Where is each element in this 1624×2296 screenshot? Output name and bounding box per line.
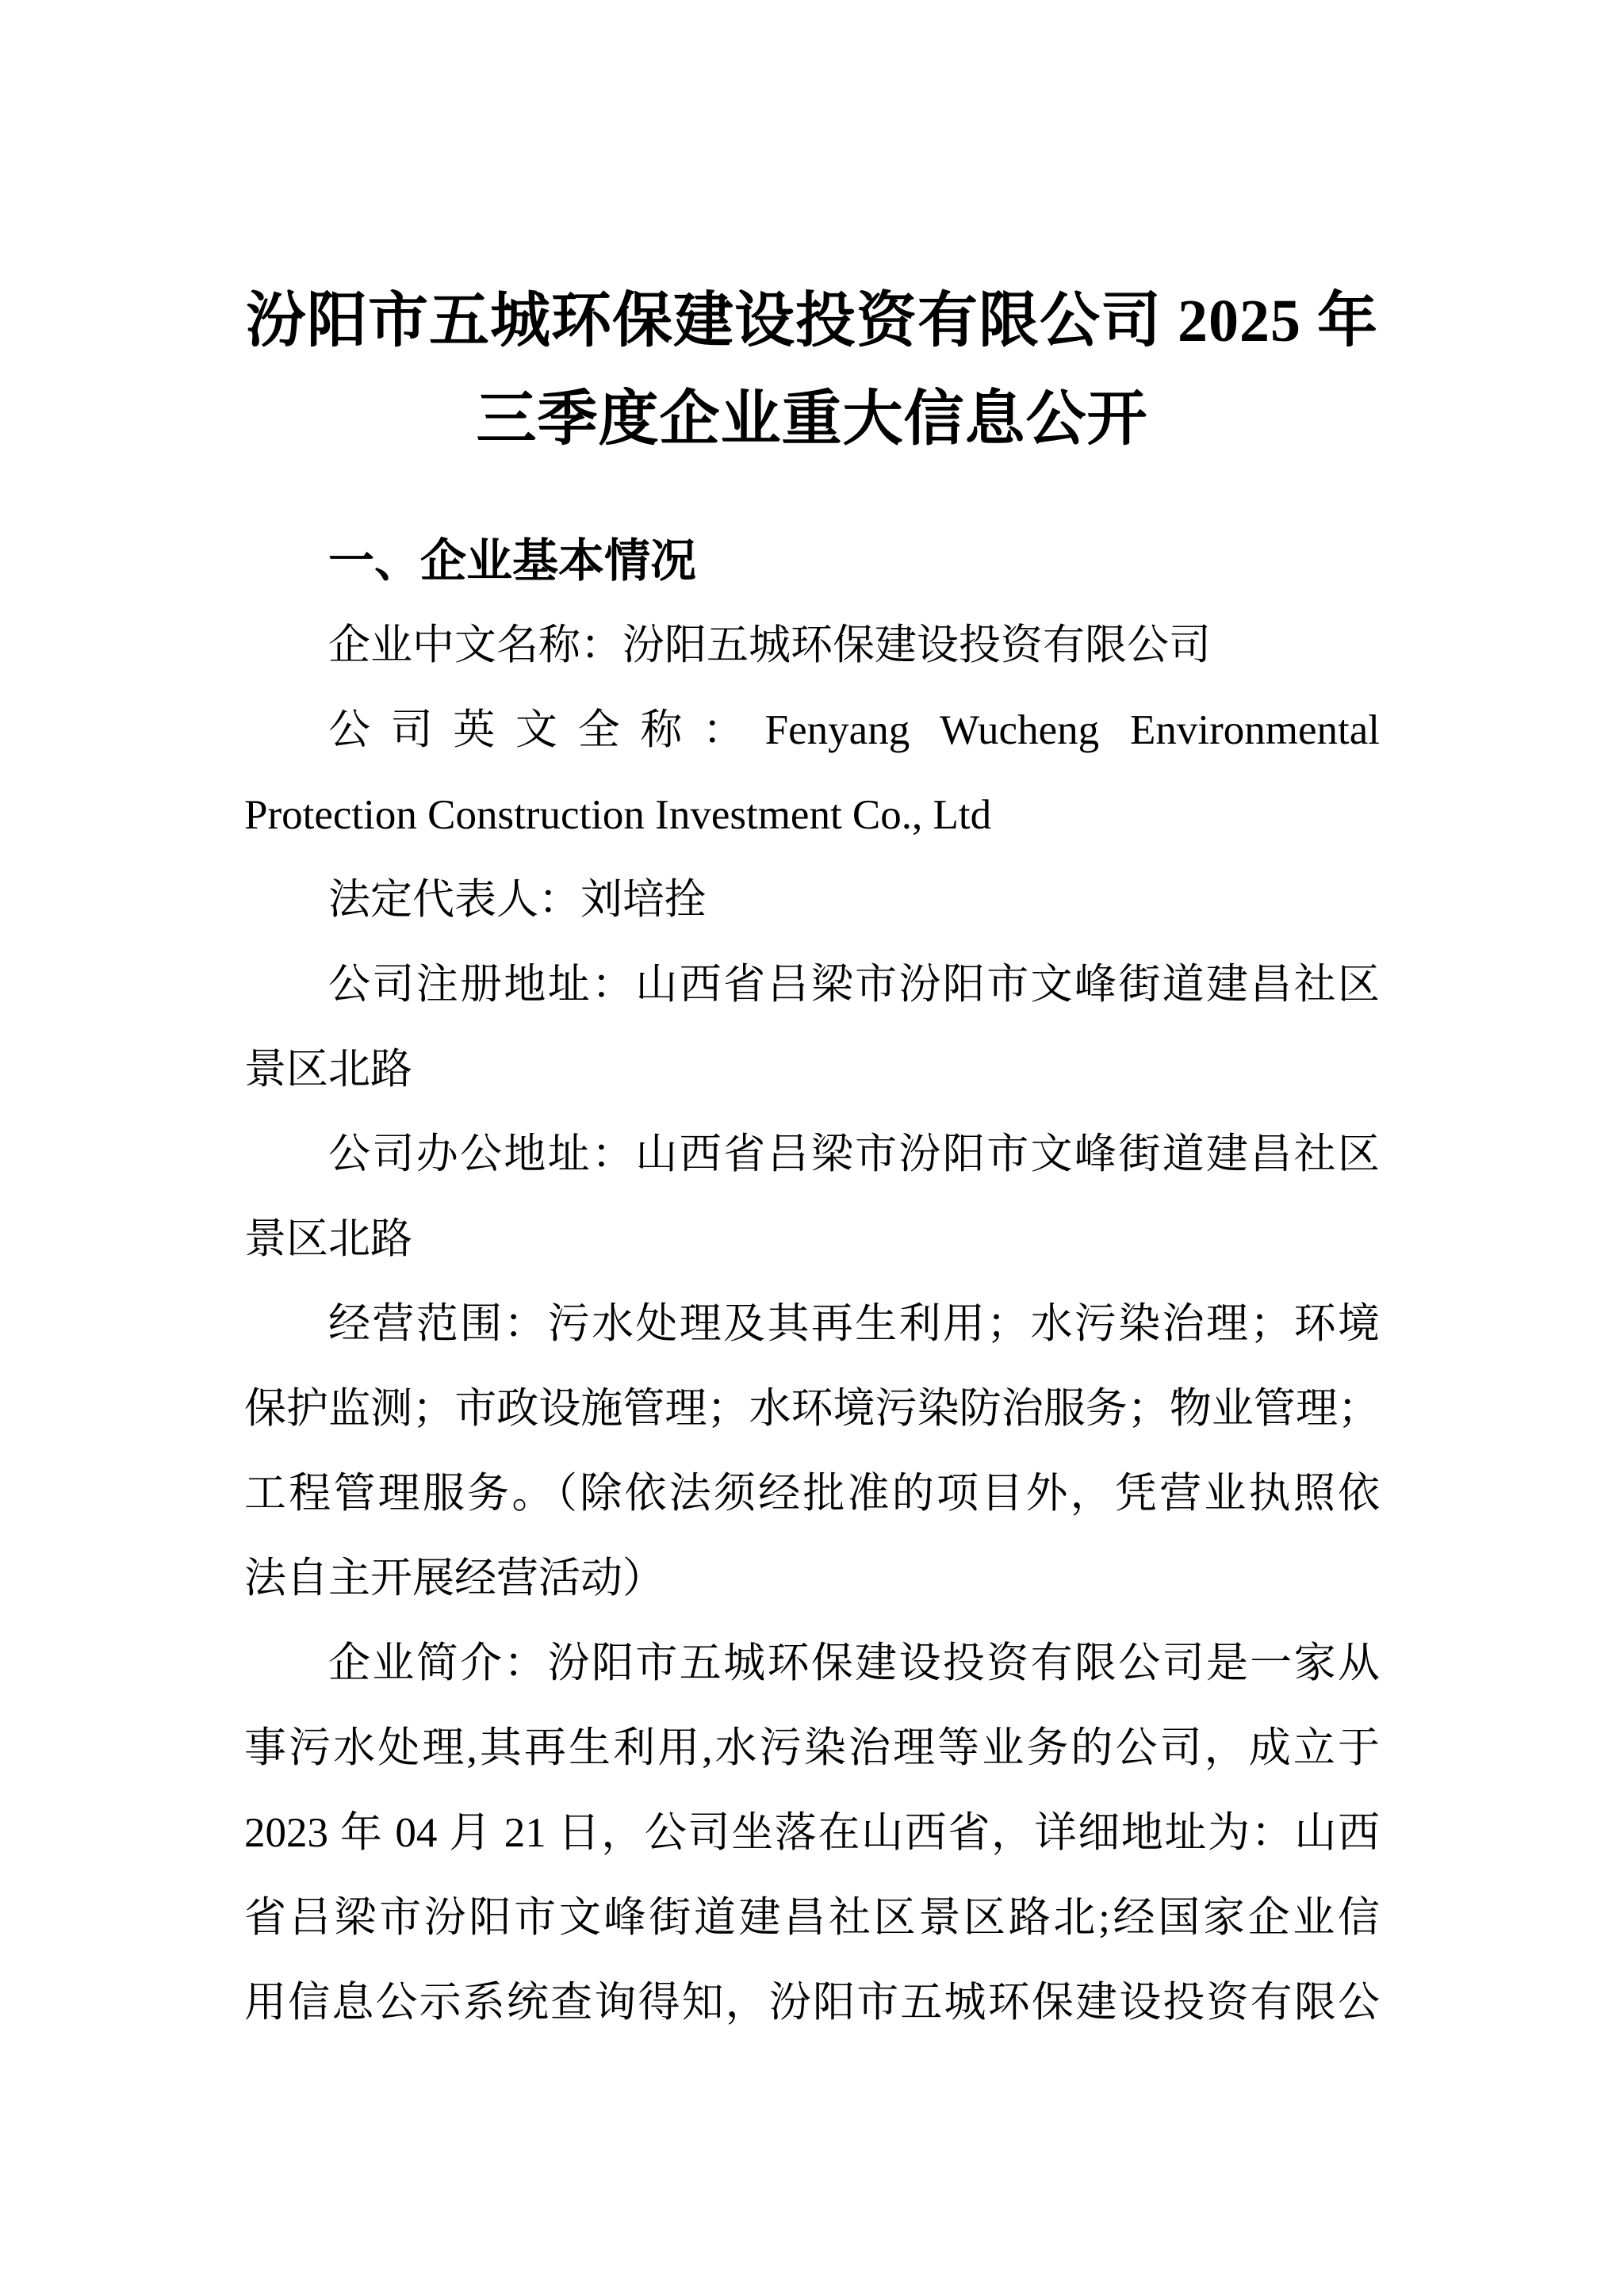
line-company-profile-4: 省吕梁市汾阳市文峰街道建昌社区景区路北;经国家企业信	[244, 1895, 1380, 1941]
document-title	[244, 272, 1380, 469]
line-legal-representative: 法定代表人：刘培拴	[328, 877, 707, 923]
line-company-profile-3: 2023 年 04 月 21 日，公司坐落在山西省，详细地址为：山西	[244, 1810, 1380, 1856]
line-company-en-name-1: 公司英文全称：Fenyang Wucheng Environmental	[328, 707, 1380, 753]
line-company-profile-2: 事污水处理,其再生利用,水污染治理等业务的公司，成立于	[244, 1725, 1380, 1771]
line-company-profile-5: 用信息公示系统查询得知，汾阳市五城环保建设投资有限公	[244, 1980, 1380, 2026]
document-body	[244, 603, 1380, 2045]
line-company-profile-1: 企业简介：汾阳市五城环保建设投资有限公司是一家从	[328, 1640, 1380, 1686]
title-line-1: 汾阳市五城环保建设投资有限公司 2025 年	[246, 288, 1378, 354]
line-business-scope-2: 保护监测；市政设施管理；水环境污染防治服务；物业管理；	[244, 1386, 1380, 1432]
section-heading: 一、企业基本情况	[328, 535, 697, 587]
line-company-en-name-2: Protection Construction Investment Co., Ltd	[244, 792, 992, 838]
line-business-scope-3: 工程管理服务。（除依法须经批准的项目外，凭营业执照依	[244, 1471, 1380, 1517]
line-business-scope-1: 经营范围：污水处理及其再生利用；水污染治理；环境	[328, 1301, 1380, 1347]
title-line-2: 三季度企业重大信息公开	[476, 386, 1148, 453]
line-office-address-1: 公司办公地址：山西省吕梁市汾阳市文峰街道建昌社区	[328, 1131, 1380, 1177]
line-office-address-2: 景区北路	[244, 1216, 412, 1262]
line-registered-address-2: 景区北路	[244, 1047, 412, 1093]
line-registered-address-1: 公司注册地址：山西省吕梁市汾阳市文峰街道建昌社区	[328, 962, 1380, 1008]
line-company-cn-name: 企业中文名称：汾阳五城环保建设投资有限公司	[328, 622, 1211, 668]
line-business-scope-4: 法自主开展经营活动）	[244, 1556, 665, 1601]
